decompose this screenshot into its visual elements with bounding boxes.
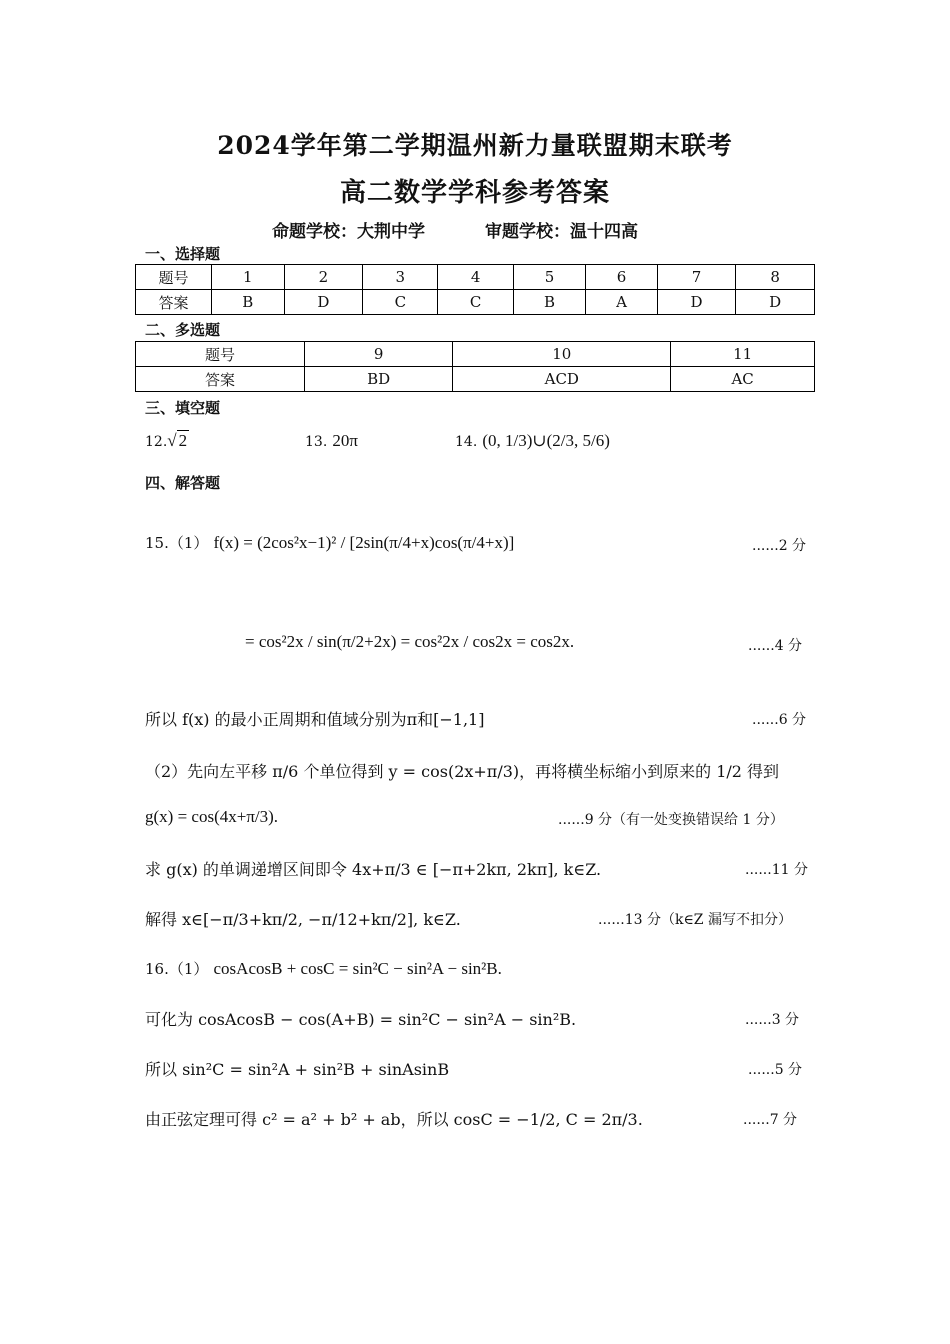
table-cell: 10 (453, 342, 671, 367)
table-cell: B (513, 290, 586, 315)
score-note: ......13 分（k∈Z 漏写不扣分） (598, 912, 792, 928)
q15-part2-transform: （2）先向左平移 π/6 个单位得到 y = cos(2x+π/3)，再将横坐标缩小到原来的 1/2 得到 (145, 762, 780, 781)
q15-increasing-condition: 求 g(x) 的单调递增区间即令 4x+π/3 ∈ [−π+2kπ, 2kπ], k∈Z. (145, 860, 602, 879)
table-cell: 7 (657, 265, 736, 290)
table-row (136, 367, 815, 392)
table-cell: 11 (671, 342, 815, 367)
score-note: ......9 分（有一处变换错误给 1 分） (558, 812, 784, 828)
section4-heading: 四、解答题 (145, 474, 221, 492)
score-note: ......5 分 (748, 1062, 803, 1078)
q16-part1-line4: 由正弦定理可得 c² = a² + b² + ab，所以 cosC = −1/2, C = 2π/3. (145, 1110, 643, 1129)
table-cell: 4 (438, 265, 513, 290)
q14-answer: 14. (0, 1/3)∪(2/3, 5/6) (455, 431, 610, 450)
single-choice-table (135, 264, 815, 315)
score-note: ......2 分 (752, 538, 807, 554)
table-cell: D (657, 290, 736, 315)
table-cell: AC (671, 367, 815, 392)
table-cell: A (586, 290, 657, 315)
table-cell: 8 (736, 265, 815, 290)
table-row (136, 265, 815, 290)
table-row (136, 342, 815, 367)
q13-answer: 13. 20π (305, 431, 358, 450)
section2-heading: 二、多选题 (145, 321, 221, 339)
exam-title: 2024学年第二学期温州新力量联盟期末联考 (217, 131, 733, 160)
table-cell: 2 (284, 265, 363, 290)
score-note: ......7 分 (743, 1112, 798, 1128)
section1-heading: 一、选择题 (145, 245, 221, 263)
q15-solution: 解得 x∈[−π/3+kπ/2, −π/12+kπ/2], k∈Z. (145, 910, 461, 929)
table-cell: 3 (363, 265, 438, 290)
q15-part2-result: g(x) = cos(4x+π/3). (145, 807, 279, 826)
q12-answer: 12.√ 2 (145, 431, 188, 450)
row-label: 答案 (136, 367, 305, 392)
table-cell: 6 (586, 265, 657, 290)
score-note: ......4 分 (748, 638, 803, 654)
score-note: ......3 分 (745, 1012, 800, 1028)
q15-part1-line1: 15.（1） f(x) = (2cos²x−1)² / [2sin(π/4+x)cos(π/4+x)] (145, 533, 515, 552)
section3-heading: 三、填空题 (145, 399, 221, 417)
table-row (136, 290, 815, 315)
schools-line (272, 217, 638, 242)
proposer-school: 命题学校：大荆中学 (272, 222, 425, 242)
table-cell: C (438, 290, 513, 315)
answer-key-subtitle: 高二数学学科参考答案 (339, 178, 610, 208)
table-cell: C (363, 290, 438, 315)
table-cell: 1 (212, 265, 285, 290)
table-cell: ACD (453, 367, 671, 392)
table-cell: D (736, 290, 815, 315)
q16-part1-line3: 所以 sin²C = sin²A + sin²B + sinAsinB (145, 1060, 450, 1079)
row-label: 答案 (136, 290, 212, 315)
q15-part1-line2: = cos²2x / sin(π/2+2x) = cos²2x / cos2x = cos2x. (245, 632, 575, 651)
row-label: 题号 (136, 265, 212, 290)
table-cell: BD (305, 367, 453, 392)
reviewer-school: 审题学校：温十四高 (485, 222, 638, 242)
table-cell: B (212, 290, 285, 315)
score-note: ......6 分 (752, 712, 807, 728)
q16-part1-line1: 16.（1） cosAcosB + cosC = sin²C − sin²A − sin²B. (145, 959, 502, 978)
q15-period-range: 所以 f(x) 的最小正周期和值域分别为π和[−1,1] (145, 710, 485, 729)
row-label: 题号 (136, 342, 305, 367)
q16-part1-line2: 可化为 cosAcosB − cos(A+B) = sin²C − sin²A − sin²B. (145, 1010, 577, 1029)
multi-choice-table (135, 341, 815, 392)
table-cell: D (284, 290, 363, 315)
table-cell: 9 (305, 342, 453, 367)
score-note: ......11 分 (745, 862, 808, 878)
table-cell: 5 (513, 265, 586, 290)
